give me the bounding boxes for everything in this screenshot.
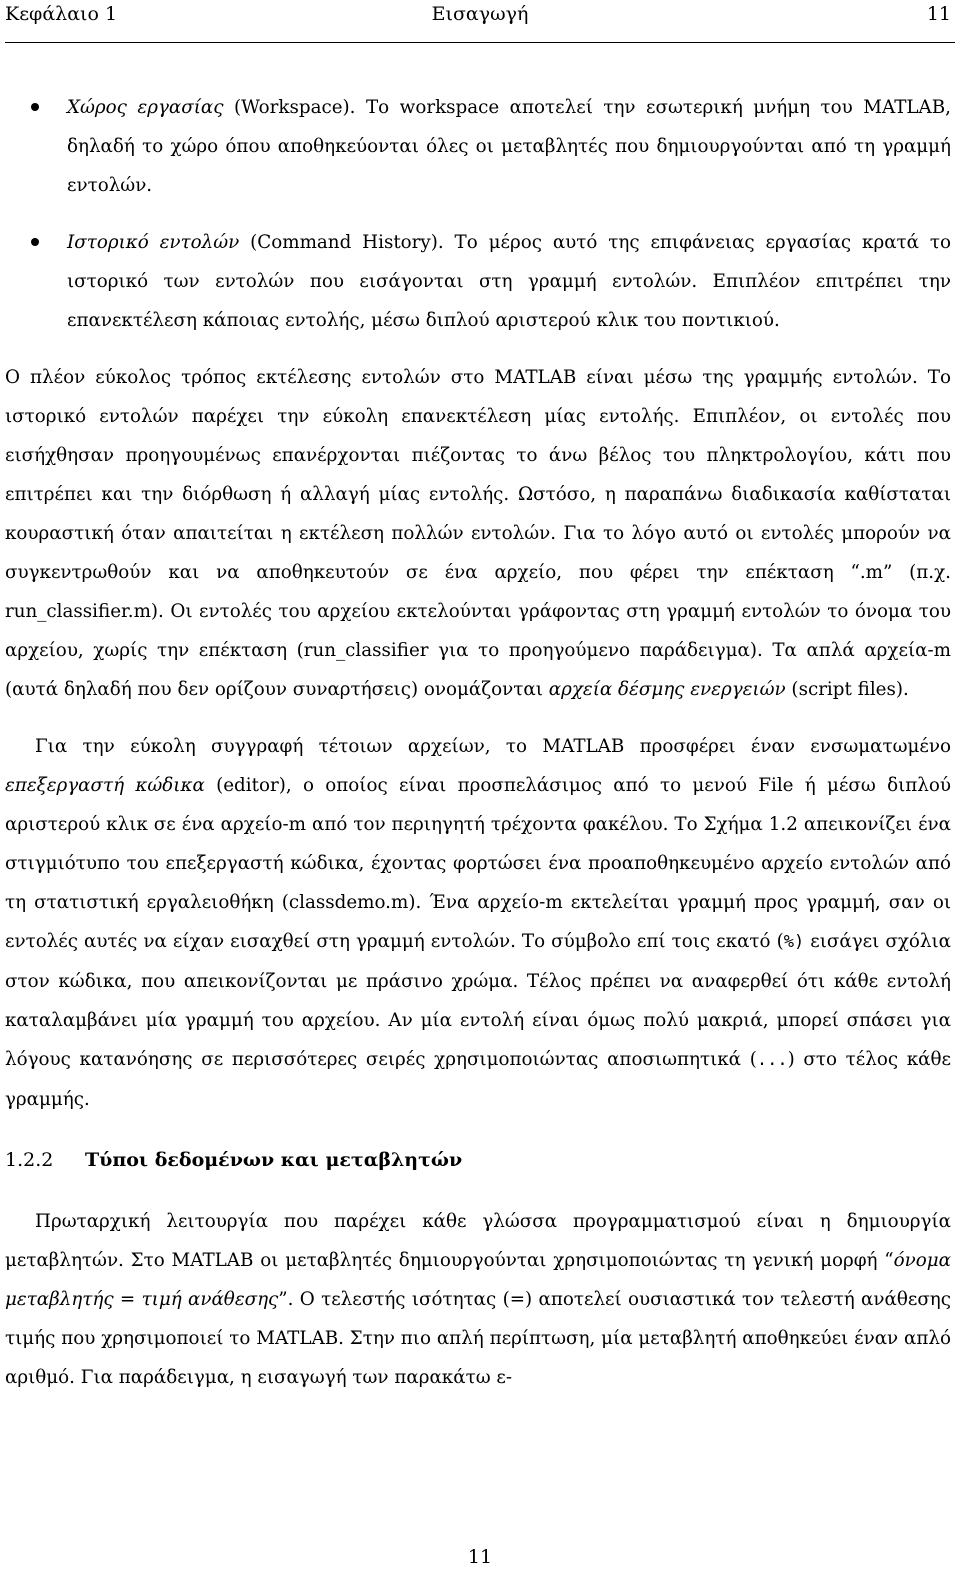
- paragraph-2-middle-2: εισάγει σχόλια στον κώδικα, που απεικονίζονται με πράσινο χρώμα. Τέλος πρέπει να αναφερθεί ότι κάθε εντολή καταλαμβάνει μία γραμμή του αρχείου. Αν μία εντολή είναι όμως πολύ μακριά, μπορεί σπάσει για λόγους κατανόησης σε περισσότερες σειρές χρησιμοποιώντας αποσιωπητικά (: [5, 931, 952, 1070]
- header-rule: [5, 42, 955, 43]
- paragraph-3-end: ”. Ο τελεστής ισότητας (=) αποτελεί ουσιαστικά τον τελεστή ανάθεσης τιμής που χρησιμοποιεί το MATLAB. Στην πιο απλή περίπτωση, μία μεταβλητή αποθηκεύει έναν απλό αριθμό. Για παράδειγμα, η εισαγωγή των παρακάτω ε-: [5, 1289, 951, 1388]
- paragraph-1-end: (script files).: [785, 679, 909, 700]
- ellipsis-symbol: ...: [756, 1050, 788, 1070]
- running-header: [5, 0, 955, 32]
- header-chapter: Κεφάλαιο 1: [5, 3, 118, 25]
- footer-page-number: 11: [467, 1546, 493, 1568]
- bullet-list: [5, 88, 951, 340]
- list-item-workspace: [5, 88, 951, 205]
- paragraph-2-start: Για την εύκολη συγγραφή τέτοιων αρχείων, το MATLAB προσφέρει έναν ενσωματωμένο: [35, 736, 951, 757]
- list-item-command-history: [5, 223, 951, 340]
- paragraph-2-middle: (editor), ο οποίος είναι προσπελάσιμος από το μενού File ή μέσω διπλού αριστερού κλικ σε ένα αρχείο-m από τον περιηγητή τρέχοντα φακέλου. Το Σχήμα 1.2 απεικονίζει ένα στιγμιότυπο του επεξεργαστή κώδικα, έχοντας φορτώσει ένα προαποθηκευμένο αρχείο εντολών από τη στατιστική εργαλειοθήκη (classdemo.m). Ένα αρχείο-m εκτελείται γραμμή προς γραμμή, σαν οι εντολές αυτές να είχαν εισαχθεί στη γραμμή εντολών. Το σύμβολο επί τοις εκατό (: [5, 775, 951, 952]
- percent-symbol: %): [783, 932, 805, 952]
- section-number: 1.2.2: [5, 1149, 54, 1171]
- term-variable-name: όνομα μεταβλητής: [5, 1250, 951, 1310]
- workspace-description: (Workspace). Το workspace αποτελεί την εσωτερική μνήμη του MATLAB, δηλαδή το χώρο όπου αποθηκεύονται όλες οι μεταβλητές που δημιουργούνται από τη γραμμή εντολών.: [67, 97, 951, 196]
- section-title: Τύποι δεδομένων και μεταβλητών: [85, 1149, 463, 1171]
- paragraph-2-end: ) στο τέλος κάθε γραμμής.: [5, 1049, 951, 1110]
- body-text: [5, 88, 951, 1415]
- header-page-number: 11: [926, 3, 951, 25]
- paragraph-command-line: [5, 358, 951, 709]
- paragraph-1-text: Ο πλέον εύκολος τρόπος εκτέλεσης εντολών στο MATLAB είναι μέσω της γραμμής εντολών. Το ιστορικό εντολών παρέχει την εύκολη επανεκτέλεση μίας εντολής. Επιπλέον, οι εντολές που εισήχθησαν προηγουμένως επανέρχονται πιέζοντας το άνω βέλος του πληκτρολογίου, κάτι που επιτρέπει και την διόρθωση ή αλλαγή μίας εντολής. Ωστόσο, η παραπάνω διαδικασία καθίσταται κουραστική όταν απαιτείται η εκτέλεση πολλών εντολών. Για το λόγο αυτό οι εντολές μπορούν να συγκεντρωθούν και να αποθηκευτούν σε ένα αρχείο, που φέρει την επέκταση “.m” (π.χ. run_classifier.m). Οι εντολές του αρχείου εκτελούνται γράφοντας στη γραμμή εντολών το όνομα του αρχείου, χωρίς την επέκταση (run_classifier για το προηγούμενο παράδειγμα). Τα απλά αρχεία-m (αυτά δηλαδή που δεν ορίζουν συναρτήσεις) ονομάζονται: [5, 367, 951, 700]
- term-script-files: αρχεία δέσμης ενεργειών: [548, 679, 786, 700]
- paragraph-variables: [5, 1202, 951, 1397]
- term-command-history: Ιστορικό εντολών: [67, 232, 240, 253]
- term-code-editor: επεξεργαστή κώδικα: [5, 775, 205, 796]
- term-assigned-value: τιμή ανάθεσης: [141, 1289, 279, 1310]
- term-workspace: Χώρος εργασίας: [67, 97, 224, 118]
- paragraph-3-start: Πρωταρχική λειτουργία που παρέχει κάθε γλώσσα προγραμματισμού είναι η δημιουργία μεταβλητών. Στο MATLAB οι μεταβλητές δημιουργούνται χρησιμοποιώντας τη γενική μορφή “: [5, 1211, 951, 1271]
- header-title: Εισαγωγή: [431, 3, 529, 25]
- command-history-description: (Command History). Το μέρος αυτό της επιφάνειας εργασίας κρατά το ιστορικό των εντολών που εισάγονται στη γραμμή εντολών. Επιπλέον επιτρέπει την επανεκτέλεση κάποιας εντολής, μέσω διπλού αριστερού κλικ του ποντικιού.: [67, 232, 951, 331]
- equals-sign: =: [113, 1289, 142, 1310]
- paragraph-editor: [5, 727, 951, 1119]
- section-heading: [5, 1141, 951, 1180]
